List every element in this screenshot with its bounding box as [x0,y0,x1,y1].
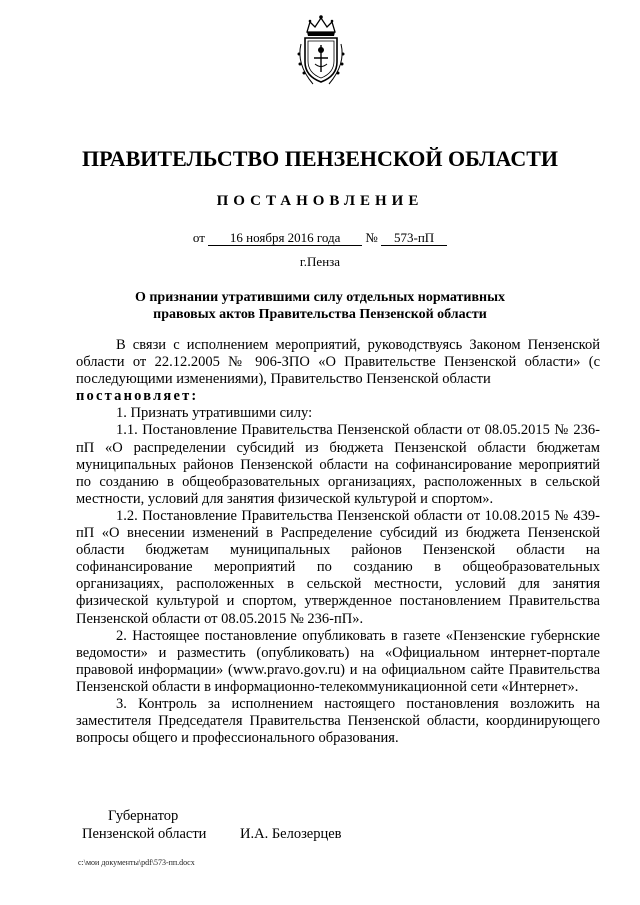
penza-coat-of-arms-icon [293,14,349,86]
decree-word [76,388,600,405]
preamble-paragraph [76,337,600,388]
signatory-name: И.А. Белозерцев [240,826,342,842]
clause-1-2: 1.2. Постановление Правительства Пензенской области от 10.08.2015 № 439-пП «О внесении изменений в Распределение субсидий из бюджета Пензенской области бюджетам муниципальных районов Пензенской области на софинансирование мероприятий по созданию в общеобразовательных организациях, расположенных в сельской местности, условий для занятия физической культурой и спортом, утвержденное постановлением Правительства Пензенской области от 08.05.2015 № 236-пП». [76,507,600,627]
document-type: ПОСТАНОВЛЕНИЕ [216,193,424,209]
city: г.Пенза [299,254,341,269]
date-number-line [0,230,640,246]
file-path-footer: c:\мои документы\pdf\573-пп.docx [78,858,195,867]
document-subject: О признании утратившими силу отдельных нормативных правовых актов Правительства Пензенской области [134,290,506,322]
clause-1-1: 1.1. Постановление Правительства Пензенской области от 08.05.2015 № 236-пП «О распределении субсидий из бюджета Пензенской области бюджетам муниципальных районов Пензенской области на софинансирование мероприятий по созданию в общеобразовательных организациях, расположенных в сельской местности, условий для занятия физической культурой и спортом». [76,422,600,507]
date-prefix: от [192,230,205,245]
document-date: 16 ноября 2016 года [208,231,362,246]
clause-2: 2. Настоящее постановление опубликовать в газете «Пензенские губернские ведомости» и разместить (опубликовать) на «Официальном интернет-портале правовой информации» (www.pravo.gov.ru) и на официальном сайте Правительства Пензенской области в информационно-телекоммуникационной сети «Интернет». [76,627,600,695]
clause-1: 1. Признать утратившими силу: [116,405,313,422]
number-prefix: № [365,230,378,245]
decree-word-text: постановляет: [76,388,199,405]
document-body [76,337,600,747]
signatory-position-line2: Пензенской области [82,826,207,842]
document-number: 573-пП [381,231,447,246]
signatory-position-line1: Губернатор [108,808,179,824]
clause-3: 3. Контроль за исполнением настоящего постановления возложить на заместителя Председателя Правительства Пензенской области, координирующего вопросы общего и профессионального образования. [76,695,600,747]
government-title: ПРАВИТЕЛЬСТВО ПЕНЗЕНСКОЙ ОБЛАСТИ [82,146,558,171]
preamble-text: В связи с исполнением мероприятий, руководствуясь Законом Пензенской области от 22.12.2005 № 906-ЗПО «О Правительстве Пензенской области» (с последующими изменениями), Правительство Пензенской области [76,337,600,388]
